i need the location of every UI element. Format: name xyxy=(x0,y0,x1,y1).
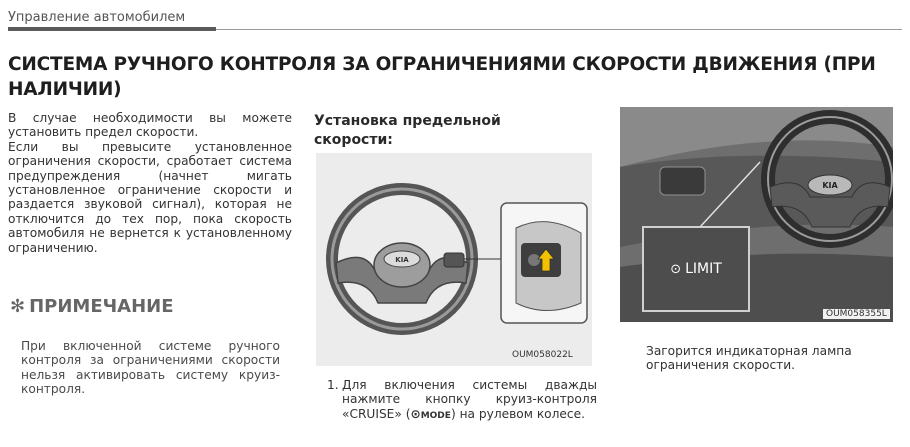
step-number: 1. xyxy=(327,378,339,392)
cruise-mode-label: MODE xyxy=(420,410,451,421)
inset-button-cluster xyxy=(521,243,561,277)
limit-indicator xyxy=(642,226,750,312)
note-title: ПРИМЕЧАНИЕ xyxy=(29,296,174,317)
note-text: При включенной системе ручного контроля за ограничениями скорости нельзя активировать систему круиз-контроля. xyxy=(21,339,280,397)
header-rule xyxy=(8,27,216,31)
section-subtitle: Установка предельной скорости: xyxy=(314,113,501,148)
header-divider xyxy=(216,29,902,30)
cruise-mode-icon: ⊙MODE xyxy=(410,406,451,421)
steering-wheel-figure xyxy=(316,153,592,366)
step-text xyxy=(342,378,597,423)
indicator-description: Загорится индикаторная лампа ограничения скорости. xyxy=(646,344,852,373)
speed-limit-icon: ⊙ xyxy=(670,261,682,277)
step-text-after: ) на рулевом колесе. xyxy=(450,406,585,421)
intro-text xyxy=(8,111,292,255)
figure-caption: OUM058022L xyxy=(512,350,573,360)
step-text-before: Для включения системы дважды нажмите кнопку круиз-контроля «CRUISE» ( xyxy=(342,378,597,421)
note-asterisk-icon: ✻ xyxy=(10,296,26,317)
inset-cruise-button xyxy=(528,254,540,266)
photo-caption: OUM058355L xyxy=(823,309,890,319)
kia-logo-text: KIA xyxy=(395,256,409,264)
photo-kia-logo-text: KIA xyxy=(822,181,838,190)
wheel-control-pad xyxy=(444,253,464,267)
intro-paragraph-2: Если вы превысите установленное ограничения скорости, сработает система предупреждения (начнет мигать установленное ограничение скорости и раздается звуковой сигнал), которая не отключится до тех пор, пока скорость автомобиля не вернется к установленному ограничению. xyxy=(8,139,292,255)
air-vent xyxy=(660,167,705,195)
section-header: Управление автомобилем xyxy=(8,10,186,25)
step-1 xyxy=(327,378,597,423)
note-heading xyxy=(10,296,174,317)
intro-paragraph-1: В случае необходимости вы можете установить предел скорости. xyxy=(8,111,292,140)
steering-wheel-illustration xyxy=(316,153,592,366)
page-title: СИСТЕМА РУЧНОГО КОНТРОЛЯ ЗА ОГРАНИЧЕНИЯМИ СКОРОСТИ ДВИЖЕНИЯ (ПРИ НАЛИЧИИ) xyxy=(8,54,876,100)
limit-indicator-label: LIMIT xyxy=(685,261,722,277)
